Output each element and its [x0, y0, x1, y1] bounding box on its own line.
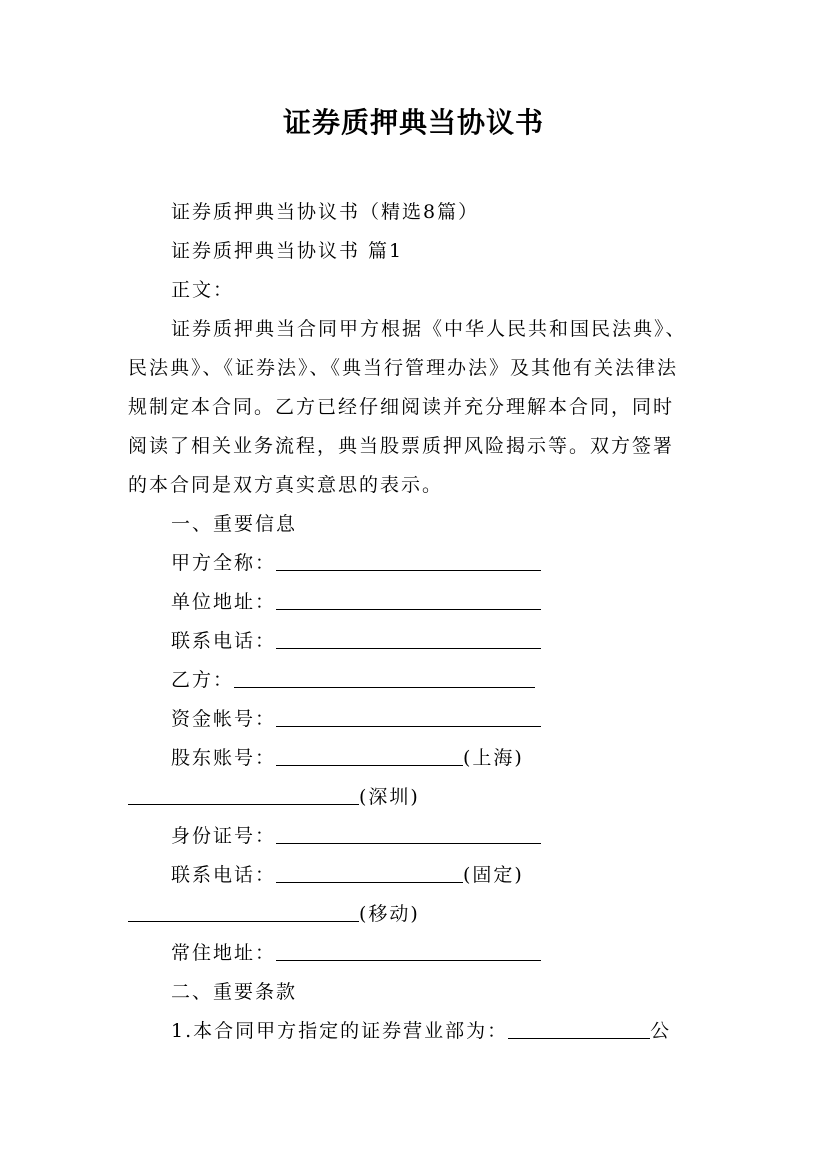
- form-row: [171, 862, 524, 888]
- field-label: 单位地址：: [171, 591, 277, 613]
- form-row: [171, 706, 541, 732]
- paragraph-line: 的本合同是双方真实意思的表示。: [128, 474, 444, 496]
- fill-blank: [276, 629, 541, 649]
- fill-blank: [276, 590, 541, 610]
- section-heading: 二、重要条款: [171, 981, 298, 1003]
- clause-text: 1.本合同甲方指定的证券营业部为：: [171, 1020, 509, 1042]
- field-label: 甲方全称：: [171, 552, 277, 574]
- body-label: 正文：: [171, 279, 235, 301]
- fill-blank: [276, 707, 541, 727]
- form-row: [171, 745, 524, 771]
- article-heading: 证券质押典当协议书 篇1: [171, 240, 404, 262]
- fill-blank: [276, 941, 541, 961]
- form-row: [171, 667, 535, 693]
- fill-blank: [276, 824, 541, 844]
- fill-blank: [128, 902, 359, 922]
- fill-blank: [128, 785, 359, 805]
- form-row: [128, 901, 420, 927]
- form-row: [128, 784, 420, 810]
- fill-blank: [508, 1019, 650, 1039]
- fill-blank: [276, 746, 463, 766]
- form-row: [171, 589, 541, 615]
- field-label: 资金帐号：: [171, 708, 277, 730]
- form-row: [171, 940, 541, 966]
- fill-blank: [276, 863, 463, 883]
- fill-blank: [234, 668, 535, 688]
- field-label: 联系电话：: [171, 864, 277, 886]
- form-row: [171, 550, 541, 576]
- field-label: 股东账号：: [171, 747, 277, 769]
- field-label: 身份证号：: [171, 825, 277, 847]
- paragraph-line: 证券质押典当合同甲方根据《中华人民共和国民法典》、: [171, 318, 687, 340]
- field-label: 常住地址：: [171, 942, 277, 964]
- fill-blank: [276, 551, 541, 571]
- clause-row: [171, 1018, 671, 1044]
- field-suffix: (固定): [463, 864, 524, 886]
- form-row: [171, 628, 541, 654]
- field-suffix: (上海): [463, 747, 524, 769]
- paragraph-line: 规制定本合同。乙方已经仔细阅读并充分理解本合同，同时: [128, 396, 675, 418]
- paragraph-line: 阅读了相关业务流程，典当股票质押风险揭示等。双方签署: [128, 435, 675, 457]
- field-suffix: (移动): [359, 903, 420, 925]
- document-title: 证券质押典当协议书: [282, 106, 544, 139]
- section-heading: 一、重要信息: [171, 513, 298, 535]
- field-suffix: (深圳): [359, 786, 420, 808]
- subtitle: 证券质押典当协议书（精选8篇）: [171, 201, 480, 223]
- paragraph-line: 民法典》、《证券法》、《典当行管理办法》及其他有关法律法: [128, 357, 679, 379]
- form-row: [171, 823, 541, 849]
- field-label: 联系电话：: [171, 630, 277, 652]
- field-label: 乙方：: [171, 669, 235, 691]
- clause-text: 公: [650, 1020, 672, 1042]
